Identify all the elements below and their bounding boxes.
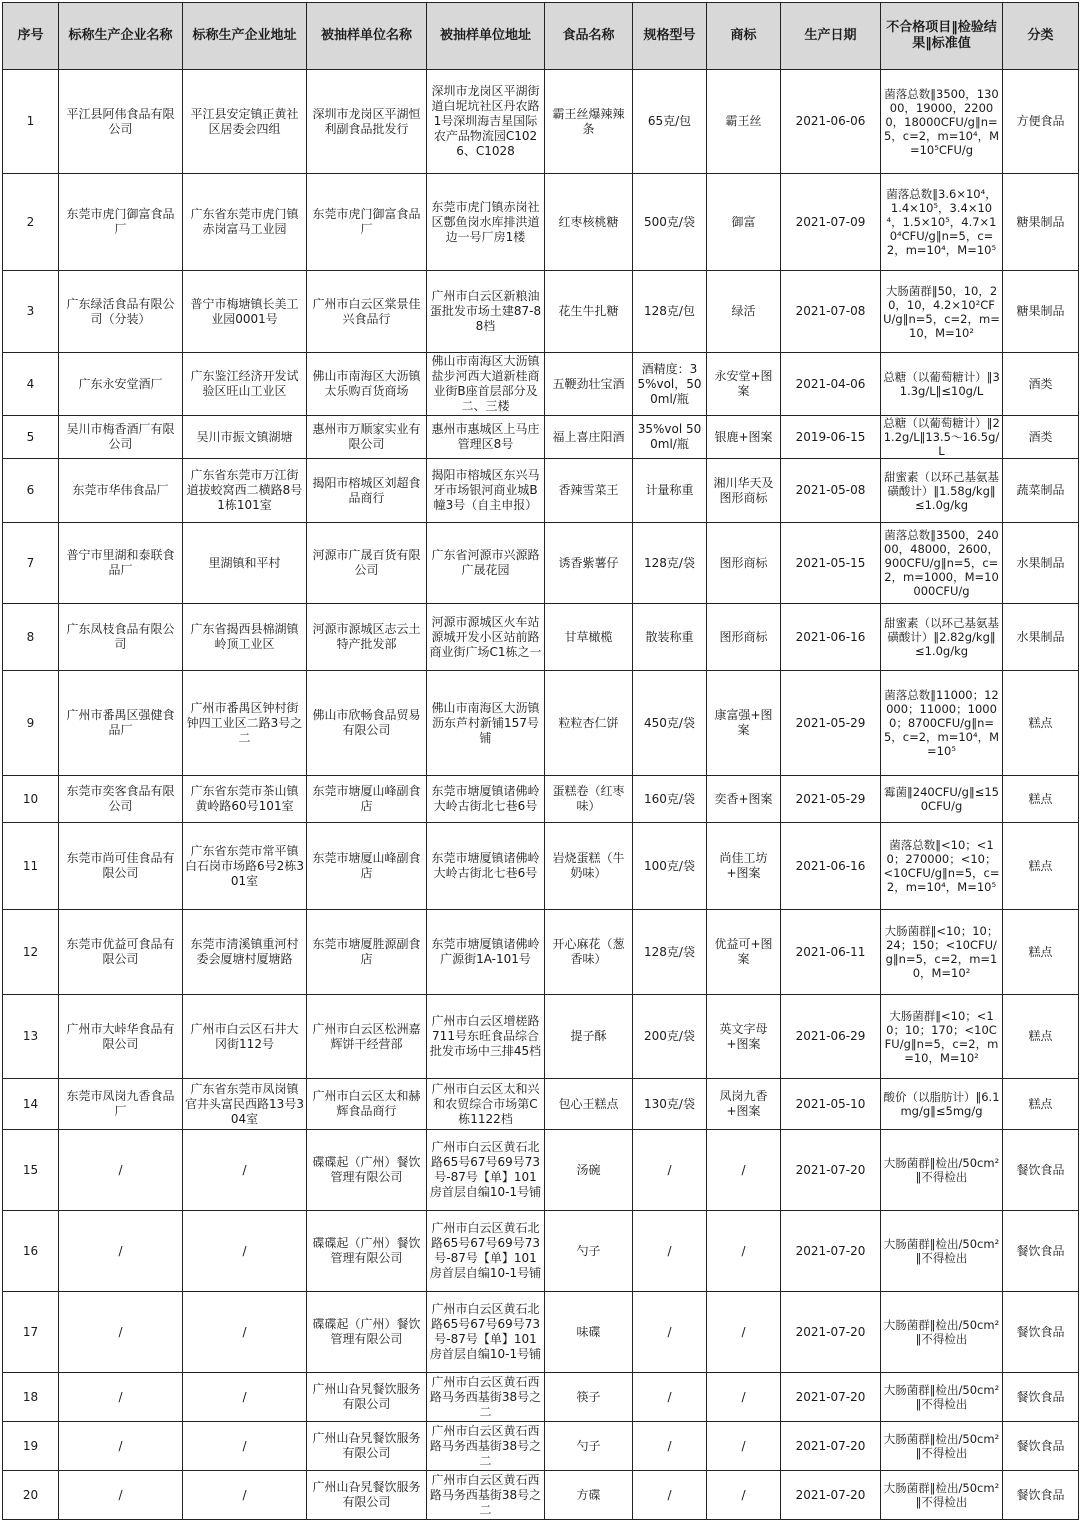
cell-spec: 128克/袋 xyxy=(633,523,707,604)
cell-producer-name: 广东凤枝食品有限公司 xyxy=(59,604,183,671)
cell-sampled-unit-name: 碟碟起（广州）餐饮管理有限公司 xyxy=(307,1292,427,1373)
cell-spec: 100克/袋 xyxy=(633,823,707,910)
cell-food-name: 花生牛扎糖 xyxy=(545,271,633,353)
cell-sampled-unit-name: 东莞市塘厦山峰副食店 xyxy=(307,776,427,823)
cell-sampled-unit-address: 佛山市南海区大沥镇盐步河西大道新桂商业街B座首层部分及二、三楼 xyxy=(427,353,545,416)
cell-producer-address: 广东省东莞市万江街道拔蛟窝西二横路8号1栋101室 xyxy=(183,459,307,523)
cell-spec: 128克/袋 xyxy=(633,910,707,995)
cell-failed-item: 甜蜜素（以环己基氨基磺酸计）‖1.58g/kg‖≤1.0g/kg xyxy=(881,459,1003,523)
cell-failed-item: 总糖（以葡萄糖计）‖31.3g/L‖≤10g/L xyxy=(881,353,1003,416)
cell-seq: 12 xyxy=(3,910,59,995)
cell-sampled-unit-name: 佛山市南海区大沥镇太乐购百货商场 xyxy=(307,353,427,416)
cell-trademark: 凤岗九香+图案 xyxy=(707,1079,781,1130)
cell-sampled-unit-name: 东莞市塘厦胜源副食店 xyxy=(307,910,427,995)
cell-failed-item: 菌落总数‖3500，13000，19000，22000，18000CFU/g‖n=5，c=2，m=10⁴，M=10⁵CFU/g xyxy=(881,70,1003,174)
cell-sampled-unit-address: 佛山市南海区大沥镇沥东芦村新铺157号铺 xyxy=(427,671,545,776)
cell-sampled-unit-address: 广州市白云区黄石北路65号67号69号73号-87号【单】101房首层自编10-1号铺 xyxy=(427,1292,545,1373)
table-row xyxy=(3,1211,1079,1292)
cell-producer-name: 东莞市虎门御富食品厂 xyxy=(59,174,183,271)
cell-seq: 15 xyxy=(3,1130,59,1211)
cell-producer-name: 广州市番禺区强健食品厂 xyxy=(59,671,183,776)
cell-production-date: 2021-04-06 xyxy=(781,353,881,416)
table-row xyxy=(3,271,1079,353)
cell-sampled-unit-name: 碟碟起（广州）餐饮管理有限公司 xyxy=(307,1211,427,1292)
table-row xyxy=(3,416,1079,459)
cell-failed-item: 大肠菌群‖检出/50cm²‖不得检出 xyxy=(881,1422,1003,1471)
table-row xyxy=(3,823,1079,910)
cell-trademark: 康富强+图案 xyxy=(707,671,781,776)
table-row xyxy=(3,1079,1079,1130)
cell-sampled-unit-name: 广州市白云区棠景佳兴食品行 xyxy=(307,271,427,353)
cell-food-name: 甘草橄榄 xyxy=(545,604,633,671)
cell-failed-item: 酸价（以脂肪计）‖6.1mg/g‖≤5mg/g xyxy=(881,1079,1003,1130)
cell-sampled-unit-name: 广州市白云区松洲嘉辉饼干经营部 xyxy=(307,995,427,1079)
header-cell-producer-address: 标称生产企业地址 xyxy=(183,3,307,70)
cell-trademark: / xyxy=(707,1422,781,1471)
cell-spec: 酒精度：35%vol，500ml/瓶 xyxy=(633,353,707,416)
cell-food-name: 方碟 xyxy=(545,1471,633,1520)
cell-spec: / xyxy=(633,1130,707,1211)
cell-producer-address: 广州市白云区石井大冈街112号 xyxy=(183,995,307,1079)
cell-producer-address: 广东省东莞市虎门镇赤岗富马工业园 xyxy=(183,174,307,271)
cell-spec: / xyxy=(633,1471,707,1520)
cell-production-date: 2021-05-29 xyxy=(781,671,881,776)
cell-food-name: 提子酥 xyxy=(545,995,633,1079)
cell-category: 餐饮食品 xyxy=(1003,1373,1079,1422)
cell-failed-item: 大肠菌群‖<10；10；24；150；<10CFU/g‖n=5，c=2，m=10，M=10² xyxy=(881,910,1003,995)
cell-failed-item: 大肠菌群‖检出/50cm²‖不得检出 xyxy=(881,1211,1003,1292)
cell-spec: 65克/包 xyxy=(633,70,707,174)
header-cell-category: 分类 xyxy=(1003,3,1079,70)
header-cell-production-date: 生产日期 xyxy=(781,3,881,70)
cell-sampled-unit-address: 广州市白云区黄石西路马务西基街38号之二 xyxy=(427,1373,545,1422)
table-row xyxy=(3,776,1079,823)
cell-category: 水果制品 xyxy=(1003,523,1079,604)
cell-food-name: 霸王丝爆辣辣条 xyxy=(545,70,633,174)
cell-category: 酒类 xyxy=(1003,353,1079,416)
table-row xyxy=(3,671,1079,776)
cell-sampled-unit-name: 河源市源城区志云土特产批发部 xyxy=(307,604,427,671)
cell-producer-address: / xyxy=(183,1211,307,1292)
cell-food-name: 香辣雪菜王 xyxy=(545,459,633,523)
cell-food-name: 福上喜庄阳酒 xyxy=(545,416,633,459)
cell-spec: 200克/袋 xyxy=(633,995,707,1079)
cell-food-name: 岩烧蛋糕（牛奶味） xyxy=(545,823,633,910)
cell-spec: / xyxy=(633,1292,707,1373)
header-cell-seq: 序号 xyxy=(3,3,59,70)
table-row xyxy=(3,1292,1079,1373)
cell-producer-address: 广东省东莞市茶山镇黄岭路60号101室 xyxy=(183,776,307,823)
cell-producer-name: 东莞市凤岗九香食品厂 xyxy=(59,1079,183,1130)
cell-sampled-unit-name: 广州市白云区太和赫辉食品商行 xyxy=(307,1079,427,1130)
cell-production-date: 2021-07-20 xyxy=(781,1130,881,1211)
inspection-results-table xyxy=(2,2,1079,1520)
cell-trademark: 优益可+图案 xyxy=(707,910,781,995)
table-row xyxy=(3,174,1079,271)
cell-trademark: / xyxy=(707,1130,781,1211)
cell-sampled-unit-address: 广州市白云区黄石北路65号67号69号73号-87号【单】101房首层自编10-1号铺 xyxy=(427,1130,545,1211)
cell-sampled-unit-name: 广州山旮旯餐饮服务有限公司 xyxy=(307,1471,427,1520)
cell-sampled-unit-address: 惠州市惠城区上马庄管理区8号 xyxy=(427,416,545,459)
cell-seq: 18 xyxy=(3,1373,59,1422)
cell-failed-item: 大肠菌群‖检出/50cm²‖不得检出 xyxy=(881,1471,1003,1520)
cell-food-name: 五鞭劲壮宝酒 xyxy=(545,353,633,416)
cell-category: 方便食品 xyxy=(1003,70,1079,174)
cell-sampled-unit-address: 广州市白云区增槎路711号东旺食品综合批发市场中三排45档 xyxy=(427,995,545,1079)
cell-producer-address: 广州市番禺区钟村街钟四工业区二路3号之二 xyxy=(183,671,307,776)
cell-producer-address: 广东省东莞市常平镇白石岗市场路6号2栋301室 xyxy=(183,823,307,910)
cell-production-date: 2021-06-11 xyxy=(781,910,881,995)
table-row xyxy=(3,1373,1079,1422)
cell-production-date: 2021-07-20 xyxy=(781,1422,881,1471)
cell-trademark: / xyxy=(707,1292,781,1373)
cell-spec: 计量称重 xyxy=(633,459,707,523)
cell-spec: 130克/袋 xyxy=(633,1079,707,1130)
cell-category: 糕点 xyxy=(1003,1079,1079,1130)
header-cell-sampled-unit-name: 被抽样单位名称 xyxy=(307,3,427,70)
cell-producer-name: 东莞市优益可食品有限公司 xyxy=(59,910,183,995)
cell-food-name: 味碟 xyxy=(545,1292,633,1373)
cell-producer-name: 平江县阿伟食品有限公司 xyxy=(59,70,183,174)
cell-sampled-unit-name: 河源市广晟百货有限公司 xyxy=(307,523,427,604)
cell-seq: 13 xyxy=(3,995,59,1079)
cell-food-name: 红枣核桃糖 xyxy=(545,174,633,271)
cell-spec: / xyxy=(633,1211,707,1292)
cell-producer-address: / xyxy=(183,1130,307,1211)
cell-seq: 10 xyxy=(3,776,59,823)
cell-failed-item: 大肠菌群‖检出/50cm²‖不得检出 xyxy=(881,1130,1003,1211)
cell-seq: 6 xyxy=(3,459,59,523)
cell-producer-address: / xyxy=(183,1422,307,1471)
cell-seq: 5 xyxy=(3,416,59,459)
cell-production-date: 2021-07-20 xyxy=(781,1211,881,1292)
cell-sampled-unit-address: 东莞市塘厦镇诸佛岭广源街1A-101号 xyxy=(427,910,545,995)
cell-spec: / xyxy=(633,1422,707,1471)
cell-producer-name: / xyxy=(59,1292,183,1373)
cell-trademark: 图形商标 xyxy=(707,604,781,671)
cell-category: 酒类 xyxy=(1003,416,1079,459)
cell-producer-address: 吴川市振文镇湖塘 xyxy=(183,416,307,459)
cell-spec: 160克/袋 xyxy=(633,776,707,823)
cell-food-name: 开心麻花（葱香味） xyxy=(545,910,633,995)
cell-failed-item: 菌落总数‖3.6×10⁴，1.4×10⁵，3.4×10⁴，1.5×10⁵，4.7×10⁴CFU/g‖n=5，c=2，m=10⁴，M=10⁵ xyxy=(881,174,1003,271)
cell-food-name: 汤碗 xyxy=(545,1130,633,1211)
cell-producer-address: 里湖镇和平村 xyxy=(183,523,307,604)
cell-failed-item: 大肠菌群‖检出/50cm²‖不得检出 xyxy=(881,1292,1003,1373)
cell-sampled-unit-address: 揭阳市榕城区东兴马牙市场银河商业城B幢3号（自主申报） xyxy=(427,459,545,523)
cell-spec: 散装称重 xyxy=(633,604,707,671)
cell-category: 糖果制品 xyxy=(1003,174,1079,271)
cell-sampled-unit-address: 广州市白云区黄石西路马务西基街38号之二 xyxy=(427,1422,545,1471)
table-row xyxy=(3,353,1079,416)
cell-producer-address: / xyxy=(183,1471,307,1520)
table-row xyxy=(3,70,1079,174)
cell-producer-name: / xyxy=(59,1130,183,1211)
cell-sampled-unit-address: 深圳市龙岗区平湖街道白坭坑社区丹农路1号深圳海吉星国际农产品物流园C1026、C1028 xyxy=(427,70,545,174)
cell-failed-item: 霉菌‖240CFU/g‖≤150CFU/g xyxy=(881,776,1003,823)
cell-sampled-unit-address: 广东省河源市兴源路广晟花园 xyxy=(427,523,545,604)
cell-food-name: 粒粒杏仁饼 xyxy=(545,671,633,776)
cell-producer-name: / xyxy=(59,1373,183,1422)
cell-seq: 9 xyxy=(3,671,59,776)
cell-category: 餐饮食品 xyxy=(1003,1292,1079,1373)
cell-production-date: 2021-05-15 xyxy=(781,523,881,604)
cell-producer-address: / xyxy=(183,1373,307,1422)
header-cell-sampled-unit-address: 被抽样单位地址 xyxy=(427,3,545,70)
cell-seq: 3 xyxy=(3,271,59,353)
table-row xyxy=(3,1471,1079,1520)
cell-seq: 14 xyxy=(3,1079,59,1130)
table-row xyxy=(3,604,1079,671)
cell-seq: 16 xyxy=(3,1211,59,1292)
cell-producer-address: 普宁市梅塘镇长美工业园0001号 xyxy=(183,271,307,353)
table-row xyxy=(3,995,1079,1079)
cell-production-date: 2021-07-08 xyxy=(781,271,881,353)
table-row xyxy=(3,1422,1079,1471)
cell-seq: 20 xyxy=(3,1471,59,1520)
cell-sampled-unit-address: 广州市白云区新粮油蛋批发市场土建87-88档 xyxy=(427,271,545,353)
cell-sampled-unit-address: 广州市白云区太和兴和农贸综合市场第C栋1122档 xyxy=(427,1079,545,1130)
cell-category: 水果制品 xyxy=(1003,604,1079,671)
cell-producer-name: 吴川市梅香酒厂有限公司 xyxy=(59,416,183,459)
cell-producer-name: 普宁市里湖和泰联食品厂 xyxy=(59,523,183,604)
cell-failed-item: 大肠菌群‖<10；<10；10；170；<10CFU/g‖n=5，c=2，m=10，M=10² xyxy=(881,995,1003,1079)
cell-sampled-unit-name: 碟碟起（广州）餐饮管理有限公司 xyxy=(307,1130,427,1211)
cell-failed-item: 菌落总数‖11000；12000；11000；10000；8700CFU/g‖n=5，c=2，m=10⁴，M=10⁵ xyxy=(881,671,1003,776)
cell-category: 糕点 xyxy=(1003,671,1079,776)
cell-production-date: 2021-05-10 xyxy=(781,1079,881,1130)
cell-trademark: 御富 xyxy=(707,174,781,271)
cell-seq: 4 xyxy=(3,353,59,416)
header-cell-food-name: 食品名称 xyxy=(545,3,633,70)
cell-production-date: 2019-06-15 xyxy=(781,416,881,459)
cell-category: 糕点 xyxy=(1003,823,1079,910)
cell-sampled-unit-name: 广州山旮旯餐饮服务有限公司 xyxy=(307,1373,427,1422)
cell-producer-name: 广东绿活食品有限公司（分装） xyxy=(59,271,183,353)
cell-sampled-unit-address: 广州市白云区黄石西路马务西基街38号之二 xyxy=(427,1471,545,1520)
cell-sampled-unit-address: 广州市白云区黄石北路65号67号69号73号-87号【单】101房首层自编10-1号铺 xyxy=(427,1211,545,1292)
cell-producer-name: / xyxy=(59,1471,183,1520)
header-row xyxy=(3,3,1079,70)
cell-trademark: 湘川华天及图形商标 xyxy=(707,459,781,523)
cell-failed-item: 大肠菌群‖50，10，20，10，4.2×10²CFU/g‖n=5，c=2，m=10，M=10² xyxy=(881,271,1003,353)
cell-production-date: 2021-06-16 xyxy=(781,823,881,910)
cell-trademark: 永安堂+图案 xyxy=(707,353,781,416)
cell-food-name: 筷子 xyxy=(545,1373,633,1422)
cell-sampled-unit-name: 揭阳市榕城区刘超食品商行 xyxy=(307,459,427,523)
cell-category: 餐饮食品 xyxy=(1003,1130,1079,1211)
cell-category: 餐饮食品 xyxy=(1003,1211,1079,1292)
cell-seq: 1 xyxy=(3,70,59,174)
cell-production-date: 2021-07-20 xyxy=(781,1292,881,1373)
cell-producer-name: / xyxy=(59,1211,183,1292)
cell-trademark: / xyxy=(707,1211,781,1292)
header-cell-trademark: 商标 xyxy=(707,3,781,70)
cell-trademark: / xyxy=(707,1373,781,1422)
cell-producer-name: / xyxy=(59,1422,183,1471)
cell-production-date: 2021-07-20 xyxy=(781,1471,881,1520)
header-cell-failed-item: 不合格项目‖检验结果‖标准值 xyxy=(881,3,1003,70)
cell-producer-name: 广州市大峠华食品有限公司 xyxy=(59,995,183,1079)
cell-trademark: 奕香+图案 xyxy=(707,776,781,823)
cell-producer-address: 东莞市清溪镇重河村委会厦塘村厦塘路 xyxy=(183,910,307,995)
cell-production-date: 2021-06-06 xyxy=(781,70,881,174)
cell-seq: 8 xyxy=(3,604,59,671)
cell-trademark: 霸王丝 xyxy=(707,70,781,174)
cell-sampled-unit-name: 东莞市塘厦山峰副食店 xyxy=(307,823,427,910)
cell-failed-item: 甜蜜素（以环己基氨基磺酸计）‖2.82g/kg‖≤1.0g/kg xyxy=(881,604,1003,671)
cell-production-date: 2021-06-16 xyxy=(781,604,881,671)
cell-trademark: 英文字母+图案 xyxy=(707,995,781,1079)
cell-production-date: 2021-07-09 xyxy=(781,174,881,271)
cell-sampled-unit-name: 深圳市龙岗区平湖恒利副食品批发行 xyxy=(307,70,427,174)
cell-category: 糕点 xyxy=(1003,995,1079,1079)
cell-spec: 450克/袋 xyxy=(633,671,707,776)
cell-failed-item: 总糖（以葡萄糖计）‖21.2g/L‖13.5～16.5g/L xyxy=(881,416,1003,459)
cell-producer-address: 广东省东莞市凤岗镇官井头富民西路13号304室 xyxy=(183,1079,307,1130)
table-row xyxy=(3,910,1079,995)
cell-failed-item: 菌落总数‖<10；<10；270000；<10；<10CFU/g‖n=5，c=2，m=10⁴，M=10⁵ xyxy=(881,823,1003,910)
table-row xyxy=(3,1130,1079,1211)
table-row xyxy=(3,459,1079,523)
cell-category: 糖果制品 xyxy=(1003,271,1079,353)
cell-trademark: 尚佳工坊+图案 xyxy=(707,823,781,910)
cell-producer-name: 东莞市华伟食品厂 xyxy=(59,459,183,523)
cell-spec: 500克/袋 xyxy=(633,174,707,271)
cell-producer-name: 东莞市尚可佳食品有限公司 xyxy=(59,823,183,910)
cell-spec: 35%vol 500ml/瓶 xyxy=(633,416,707,459)
cell-failed-item: 大肠菌群‖检出/50cm²‖不得检出 xyxy=(881,1373,1003,1422)
cell-seq: 7 xyxy=(3,523,59,604)
cell-sampled-unit-address: 东莞市塘厦镇诸佛岭大岭古街北七巷6号 xyxy=(427,823,545,910)
cell-sampled-unit-name: 广州山旮旯餐饮服务有限公司 xyxy=(307,1422,427,1471)
cell-production-date: 2021-05-29 xyxy=(781,776,881,823)
cell-spec: / xyxy=(633,1373,707,1422)
cell-producer-address: 平江县安定镇正黄社区居委会四组 xyxy=(183,70,307,174)
table-row xyxy=(3,523,1079,604)
cell-sampled-unit-name: 佛山市欣畅食品贸易有限公司 xyxy=(307,671,427,776)
cell-seq: 19 xyxy=(3,1422,59,1471)
cell-category: 蔬菜制品 xyxy=(1003,459,1079,523)
cell-trademark: 绿活 xyxy=(707,271,781,353)
cell-failed-item: 菌落总数‖3500，24000，48000，2600，900CFU/g‖n=5，c=2，m=1000，M=10000CFU/g xyxy=(881,523,1003,604)
header-cell-producer-name: 标称生产企业名称 xyxy=(59,3,183,70)
cell-category: 糕点 xyxy=(1003,910,1079,995)
cell-food-name: 勺子 xyxy=(545,1422,633,1471)
cell-seq: 17 xyxy=(3,1292,59,1373)
cell-production-date: 2021-06-29 xyxy=(781,995,881,1079)
cell-category: 餐饮食品 xyxy=(1003,1471,1079,1520)
cell-category: 餐饮食品 xyxy=(1003,1422,1079,1471)
cell-spec: 128克/包 xyxy=(633,271,707,353)
cell-production-date: 2021-07-20 xyxy=(781,1373,881,1422)
cell-sampled-unit-address: 河源市源城区火车站源城开发小区站前路商业街广场C1栋之一 xyxy=(427,604,545,671)
cell-producer-address: / xyxy=(183,1292,307,1373)
header-cell-spec: 规格型号 xyxy=(633,3,707,70)
cell-sampled-unit-address: 东莞市虎门镇赤岗社区鄷鱼岗水库排洪道边一号厂房1楼 xyxy=(427,174,545,271)
cell-producer-name: 东莞市奕客食品有限公司 xyxy=(59,776,183,823)
cell-producer-address: 广东省揭西县棉湖镇岭顶工业区 xyxy=(183,604,307,671)
cell-sampled-unit-name: 东莞市虎门御富食品厂 xyxy=(307,174,427,271)
cell-food-name: 勺子 xyxy=(545,1211,633,1292)
cell-production-date: 2021-05-08 xyxy=(781,459,881,523)
cell-producer-name: 广东永安堂酒厂 xyxy=(59,353,183,416)
cell-food-name: 诱香紫薯仔 xyxy=(545,523,633,604)
cell-sampled-unit-name: 惠州市万顺家实业有限公司 xyxy=(307,416,427,459)
cell-trademark: / xyxy=(707,1471,781,1520)
cell-seq: 2 xyxy=(3,174,59,271)
cell-food-name: 蛋糕卷（红枣味） xyxy=(545,776,633,823)
cell-sampled-unit-address: 东莞市塘厦镇诸佛岭大岭古街北七巷6号 xyxy=(427,776,545,823)
cell-trademark: 银鹿+图案 xyxy=(707,416,781,459)
cell-trademark: 图形商标 xyxy=(707,523,781,604)
table-body xyxy=(3,70,1079,1520)
cell-category: 糕点 xyxy=(1003,776,1079,823)
cell-food-name: 包心王糕点 xyxy=(545,1079,633,1130)
cell-seq: 11 xyxy=(3,823,59,910)
cell-producer-address: 广东鉴江经济开发试验区旺山工业区 xyxy=(183,353,307,416)
